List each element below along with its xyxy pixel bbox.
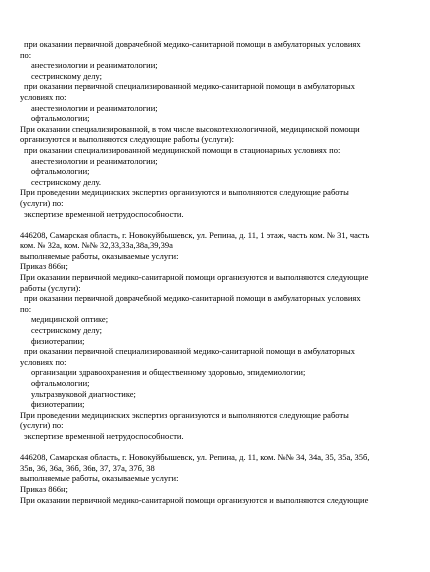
text-line: сестринскому делу. [31,176,101,187]
text-line: 446208, Самарская область, г. Новокуйбышевск, ул. Репина, д. 11, ком. №№ 34, 34а, 35, 35а, 35б, [20,452,370,463]
text-line: при оказании первичной специализированной медико-санитарной помощи в амбулаторных [24,346,356,357]
text-line: При оказании специализированной, в том числе высокотехнологичной, медицинской помощи [20,123,360,134]
text-line: экспертизе временной нетрудоспособности. [24,208,184,219]
text-line: анестезиологии и реаниматологии; [31,102,158,113]
text-line: сестринскому делу; [31,325,102,336]
text-line: выполняемые работы, оказываемые услуги: [20,473,179,484]
license-text-body [20,39,410,505]
text-line: экспертизе временной нетрудоспособности. [24,430,184,441]
text-line: анестезиологии и реаниматологии; [31,155,158,166]
text-line: работы (услуги): [20,282,81,293]
text-line: Приказ 866н; [20,483,68,494]
blank-line [20,219,410,230]
text-line: (услуги) по: [20,197,64,208]
text-line: организации здравоохранения и общественному здоровью, эпидемиологии; [31,367,306,378]
text-line: ком. № 32а, ком. №№ 32,33,33а,38а,39,39а [20,240,173,251]
text-line: офтальмологии; [31,166,90,177]
text-line: по: [20,49,32,60]
text-line: организуются и выполняются следующие работы (услуги): [20,134,234,145]
text-line: при оказании первичной доврачебной медико-санитарной помощи в амбулаторных условиях [24,39,361,49]
text-line: условиях по: [20,356,67,367]
text-line: по: [20,303,32,314]
text-line: 35в, 36, 36а, 36б, 36в, 37, 37а, 37б, 38 [20,462,155,473]
text-line: условиях по: [20,91,67,102]
text-line: При проведении медицинских экспертиз организуются и выполняются следующие работы [20,409,349,420]
text-line: офтальмологии; [31,378,90,388]
text-line: Приказ 866н; [20,261,68,272]
text-line: При проведении медицинских экспертиз организуются и выполняются следующие работы [20,187,349,198]
text-line: При оказании первичной медико-санитарной помощи организуются и выполняются следующие [20,494,369,505]
text-line: анестезиологии и реаниматологии; [31,60,158,71]
text-line: при оказании первичной доврачебной медико-санитарной помощи в амбулаторных условиях [24,293,361,304]
text-line: 446208, Самарская область, г. Новокуйбышевск, ул. Репина, д. 11, 1 этаж, часть ком. № 31, часть [20,229,370,240]
text-line: при оказании специализированной медицинской помощи в стационарных условиях по: [24,144,341,155]
text-line: выполняемые работы, оказываемые услуги: [20,250,179,261]
text-line: сестринскому делу; [31,70,102,81]
text-line: физиотерапии; [31,399,85,410]
text-line: при оказании первичной специализированной медико-санитарной помощи в амбулаторных [24,81,356,92]
blank-line [20,442,410,453]
text-line: офтальмологии; [31,113,90,124]
text-line: (услуги) по: [20,420,64,431]
text-line: физиотерапии; [31,335,85,346]
text-line: медицинской оптике; [31,314,109,325]
text-line: При оказании первичной медико-санитарной помощи организуются и выполняются следующие [20,272,369,283]
text-line: ультразвуковой диагностике; [31,388,136,399]
